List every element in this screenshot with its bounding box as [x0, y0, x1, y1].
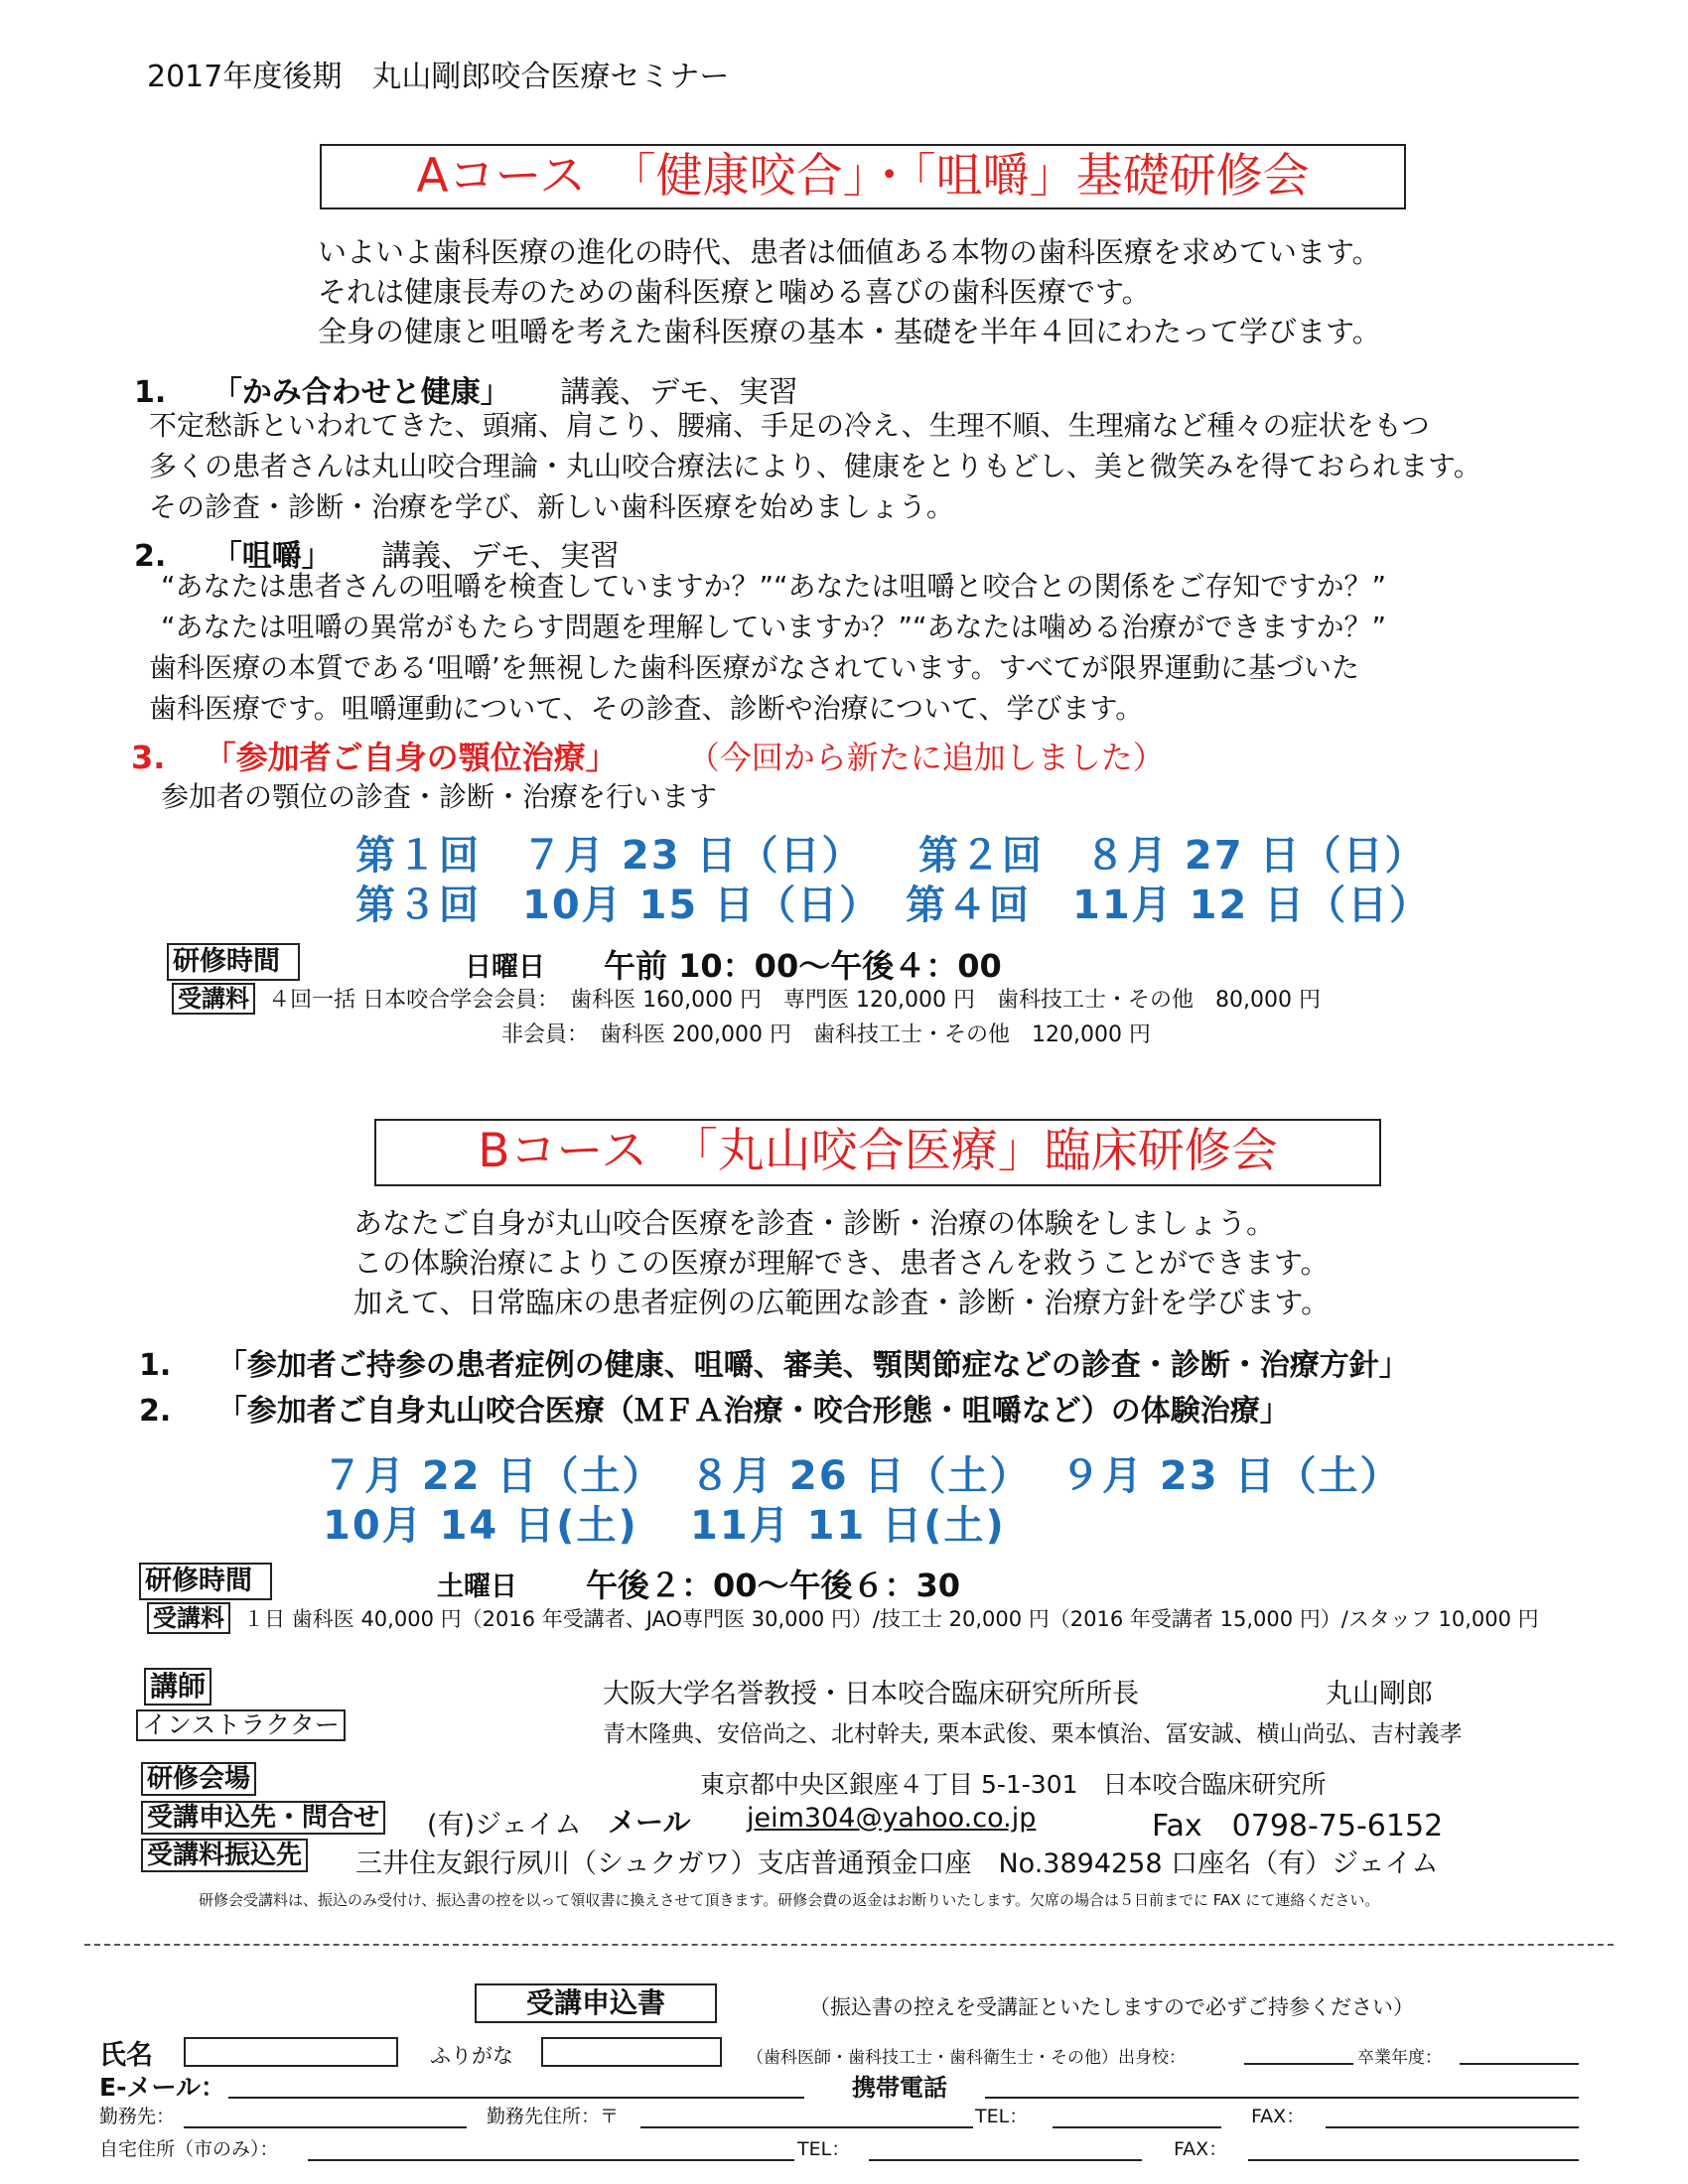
fax2-input[interactable] [1248, 2139, 1579, 2161]
contact-company: (有)ジェイム [427, 1810, 582, 1841]
grad-year-input[interactable] [1460, 2043, 1579, 2065]
course-a-item-3-body: 参加者の顎位の診査・診断・治療を行います [161, 780, 718, 813]
course-b-item-2 [139, 1386, 1290, 1430]
venue-label-wrap [141, 1762, 256, 1796]
fax2-label: FAX： [1174, 2138, 1228, 2160]
item-title: 「咀嚼」 [211, 539, 332, 574]
tel-input[interactable] [1053, 2107, 1221, 2128]
contact-label: 受講申込先・問合せ [141, 1801, 385, 1835]
time-day: 土曜日 [437, 1571, 517, 1602]
course-a-date-4: 第４回 11月 12 日（日） [906, 883, 1432, 928]
item-number: 3. [131, 739, 166, 776]
furigana-input[interactable] [541, 2037, 722, 2067]
item-number: 1. [139, 1348, 172, 1383]
body-line: 不定愁訴といわれてきた、頭痛、肩こり、腰痛、手足の冷え、生理不順、生理痛など種々の症状をもつ [149, 409, 1430, 442]
course-a-date-1: 第１回 ７月 23 日（日） [355, 833, 864, 879]
name-label: 氏名 [99, 2040, 153, 2071]
intro-line: あなたご自身が丸山咬合医療を診査・診断・治療の体験をしましょう。 [353, 1206, 1276, 1240]
home-label: 自宅住所（市のみ）： [99, 2138, 279, 2160]
course-b-intro [353, 1203, 1330, 1322]
course-a-time-row [167, 943, 1002, 985]
instructor-label-wrap [136, 1709, 346, 1741]
lecturer-label-wrap [144, 1668, 211, 1706]
instructor-label: インストラクター [136, 1709, 346, 1741]
body-line: その診査・診断・治療を学び、新しい歯科医療を始めましょう。 [149, 490, 954, 523]
bank-info: 三井住友銀行夙川（シュクガワ）支店普通預金口座 No.3894258 口座名（有）ジェイム [355, 1848, 1439, 1879]
item-text: 「参加者ご持参の患者症例の健康、咀嚼、審美、顎関節症などの診査・診断・治療方針」 [216, 1348, 1409, 1383]
page-header: 2017年度後期 丸山剛郎咬合医療セミナー [147, 60, 730, 94]
course-b-fee-row [147, 1602, 1539, 1634]
category-text: （歯科医師・歯科技工士・歯科衛生士・その他）出身校： [747, 2048, 1186, 2068]
course-a-intro [318, 232, 1381, 351]
course-a-item-2-body [149, 566, 1386, 729]
course-a-title: Aコース 「健康咬合」・「咀嚼」基礎研修会 [320, 144, 1406, 209]
home-input[interactable] [308, 2139, 794, 2161]
lecturer-label: 講師 [144, 1668, 211, 1706]
fax-label: FAX： [1251, 2106, 1306, 2127]
school-input[interactable] [1244, 2043, 1353, 2065]
notice: 研修会受講料は、振込のみ受付け、振込書の控を以って領収書に換えさせて頂きます。研修会費の返金はお断りいたします。欠席の場合は５日前までに FAX にて連絡ください。 [199, 1891, 1380, 1909]
work-address-label: 勤務先住所：〒 [487, 2106, 620, 2127]
item-title: 「かみ合わせと健康」 [211, 375, 510, 410]
instructors: 青木隆典、安倍尚之、北村幹夫, 栗本武俊、栗本慎治、冨安誠、横山尚弘、吉村義孝 [603, 1721, 1463, 1747]
form-title: 受講申込書 [475, 1983, 717, 2023]
body-line: 歯科医療です。咀嚼運動について、その診査、診断や治療について、学びます。 [149, 692, 1144, 725]
bank-label: 受講料振込先 [141, 1839, 308, 1872]
body-line: “あなたは患者さんの咀嚼を検査していますか？”“あなたは咀嚼と咬合との関係をご存知ですか？” [161, 570, 1387, 603]
venue-label: 研修会場 [141, 1762, 256, 1796]
body-line: 歯科医療の本質である‘咀嚼’を無視した歯科医療がなされています。すべてが限界運動に基づいた [149, 651, 1360, 684]
course-b-date-5: 11月 11 日(土) [690, 1503, 1006, 1549]
course-a-date-2: 第２回 ８月 27 日（日） [918, 833, 1427, 879]
venue: 東京都中央区銀座４丁目 5-1-301 日本咬合臨床研究所 [700, 1770, 1327, 1799]
lecturer-name: 丸山剛郎 [1326, 1679, 1433, 1709]
fee-label: 受講料 [147, 1602, 230, 1634]
intro-line: いよいよ歯科医療の進化の時代、患者は価値ある本物の歯科医療を求めています。 [318, 235, 1381, 269]
course-a-item-1-body [149, 405, 1481, 527]
course-b-date-3: ９月 23 日（土） [1060, 1453, 1402, 1499]
work-address-input[interactable] [640, 2107, 973, 2128]
intro-line: 全身の健康と咀嚼を考えた歯科医療の基本・基礎を半年４回にわたって学びます。 [318, 315, 1381, 348]
contact-label-wrap [141, 1801, 385, 1835]
intro-line: それは健康長寿のための歯科医療と噛める喜びの歯科医療です。 [318, 275, 1151, 309]
item-number: 2. [139, 1394, 172, 1429]
body-line: 多くの患者さんは丸山咬合理論・丸山咬合療法により、健康をとりもどし、美と微笑みを得ておられます。 [149, 450, 1481, 482]
fee-line-1: ４回一括 日本咬合学会会員： 歯科医 160,000 円 専門医 120,000 円 歯科技工士・その他 80,000 円 [268, 988, 1321, 1013]
mobile-input[interactable] [985, 2077, 1579, 2099]
time-value: 午後２：00～午後６：30 [586, 1567, 961, 1604]
grad-year-label: 卒業年度： [1357, 2048, 1442, 2068]
time-value: 午前 10：00～午後４：00 [604, 947, 1002, 985]
course-a-fee-row [172, 983, 1321, 1015]
email-link[interactable]: jeim304@yahoo.co.jp [747, 1803, 1037, 1834]
time-label: 研修時間 [139, 1563, 272, 1600]
course-b-title: Bコース 「丸山咬合医療」臨床研修会 [374, 1119, 1381, 1186]
intro-line: この体験治療によりこの医療が理解でき、患者さんを救うことができます。 [353, 1246, 1330, 1280]
fee-line-2: 非会員： 歯科医 200,000 円 歯科技工士・その他 120,000 円 [501, 1023, 1151, 1047]
email-input[interactable] [228, 2077, 804, 2099]
course-a-item-3-heading [131, 733, 1165, 778]
item-number: 1. [134, 375, 167, 410]
work-input[interactable] [184, 2107, 467, 2128]
course-b-time-row [139, 1563, 961, 1604]
course-b-date-4: 10月 14 日(土) [323, 1503, 638, 1549]
tel-label: TEL： [975, 2106, 1029, 2127]
fee-text: １日 歯科医 40,000 円（2016 年受講者、JAO専門医 30,000 円）/技工士 20,000 円（2016 年受講者 15,000 円）/スタッフ 10,000 円 [243, 1607, 1539, 1631]
name-input[interactable] [184, 2037, 398, 2067]
course-b-item-1 [139, 1340, 1409, 1384]
bank-label-wrap [141, 1839, 308, 1872]
item-note: （今回から新たに追加しました） [687, 739, 1165, 776]
work-label: 勤務先： [99, 2106, 176, 2127]
time-day: 日曜日 [465, 952, 545, 983]
email-label: E-メール： [99, 2073, 225, 2102]
item-title: 「参加者ご自身の顎位治療」 [204, 739, 618, 776]
course-a-date-3: 第３回 10月 15 日（日） [355, 883, 882, 928]
item-text: 「参加者ご自身丸山咬合医療（ＭＦＡ治療・咬合形態・咀嚼など）の体験治療」 [216, 1394, 1290, 1429]
fax-input[interactable] [1326, 2107, 1579, 2128]
course-b-date-2: ８月 26 日（土） [690, 1453, 1032, 1499]
course-b-date-1: ７月 22 日（土） [323, 1453, 664, 1499]
tel2-input[interactable] [869, 2139, 1142, 2161]
fax-number: Fax 0798-75-6152 [1152, 1809, 1444, 1843]
item-tag: 講義、デモ、実習 [381, 539, 620, 574]
mail-label: メール [608, 1806, 691, 1839]
mobile-label: 携帯電話 [852, 2074, 947, 2102]
lecturer-title: 大阪大学名誉教授・日本咬合臨床研究所所長 [603, 1679, 1139, 1709]
form-note: （振込書の控えを受講証といたしますので必ずご持参ください） [809, 1995, 1414, 2019]
item-tag: 講義、デモ、実習 [560, 375, 798, 410]
intro-line: 加えて、日常臨床の患者症例の広範囲な診査・診断・治療方針を学びます。 [353, 1286, 1331, 1319]
cut-line [84, 1944, 1614, 1946]
body-line: “あなたは咀嚼の異常がもたらす問題を理解していますか？”“あなたは噛める治療ができますか？” [161, 611, 1387, 643]
item-number: 2. [134, 539, 167, 574]
fee-label: 受講料 [172, 983, 255, 1015]
tel2-label: TEL： [797, 2138, 851, 2160]
furigana-label: ふりがな [430, 2044, 513, 2068]
time-label: 研修時間 [167, 943, 300, 981]
